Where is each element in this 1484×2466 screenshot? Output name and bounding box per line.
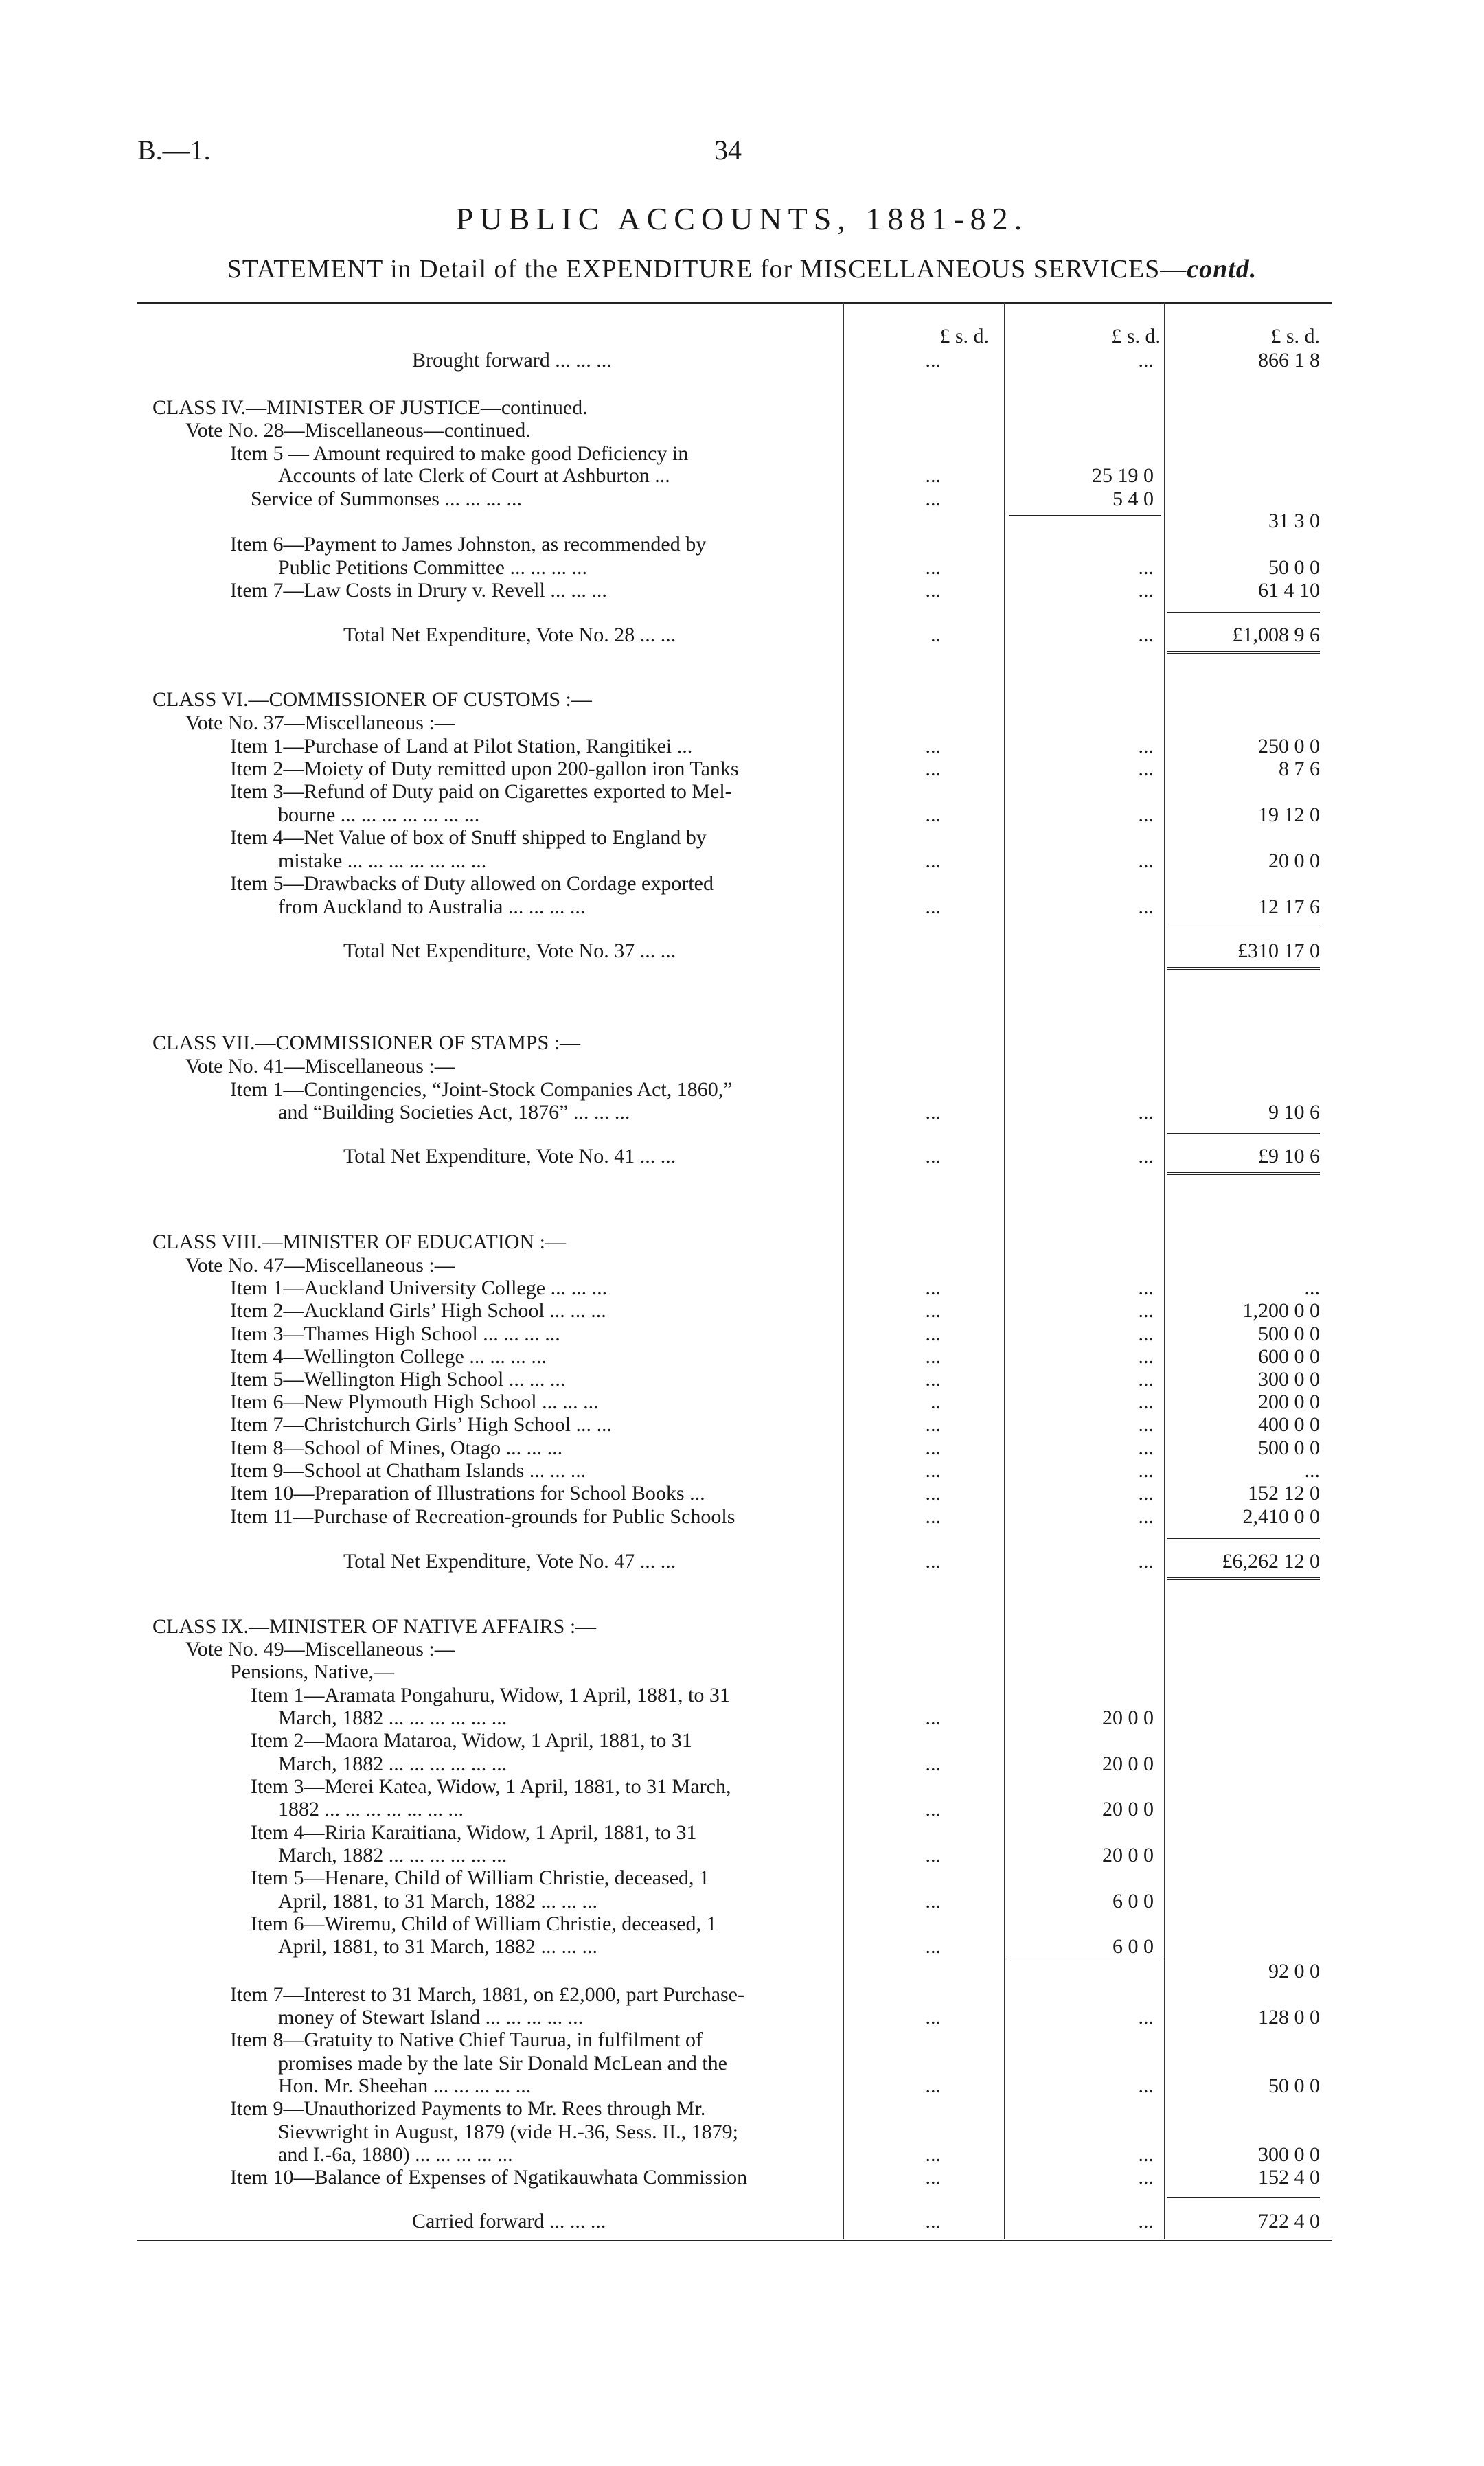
table-row bbox=[0, 1753, 1484, 1776]
table-row bbox=[0, 872, 1484, 895]
row-description: Item 10—Preparation of Illustrations for School Books ... bbox=[230, 1482, 705, 1505]
row-description: CLASS VIII.—MINISTER OF EDUCATION :— bbox=[152, 1231, 566, 1253]
row-description: Item 3—Merei Katea, Widow, 1 April, 1881, to 31 March, bbox=[251, 1775, 731, 1798]
row-description: Item 8—Gratuity to Native Chief Taurua, in fulfilment of bbox=[230, 2029, 703, 2051]
table-row bbox=[0, 1231, 1484, 1254]
row-description: CLASS IX.—MINISTER OF NATIVE AFFAIRS :— bbox=[152, 1615, 597, 1638]
amount-c2: ... bbox=[1138, 624, 1154, 646]
amount-c2: ... bbox=[1138, 1368, 1154, 1391]
amount-c1: ... bbox=[925, 1798, 941, 1820]
rule bbox=[1167, 1133, 1320, 1134]
rule bbox=[1167, 612, 1320, 613]
row-description: Accounts of late Clerk of Court at Ashburton ... bbox=[278, 464, 670, 487]
row-description: CLASS VII.—COMMISSIONER OF STAMPS :— bbox=[152, 1031, 581, 1054]
table-row bbox=[0, 2143, 1484, 2167]
amount-c3: £1,008 9 6 bbox=[1232, 624, 1320, 646]
table-row bbox=[0, 1550, 1484, 1573]
amount-c2: 20 0 0 bbox=[1102, 1844, 1154, 1866]
amount-c1: ... bbox=[925, 2143, 941, 2166]
row-description: Item 6—Wiremu, Child of William Christie, deceased, 1 bbox=[251, 1913, 717, 1935]
amount-c2: ... bbox=[1138, 1323, 1154, 1345]
table-row bbox=[0, 1844, 1484, 1867]
amount-c2: ... bbox=[1138, 1145, 1154, 1167]
amount-c2: ... bbox=[1138, 895, 1154, 918]
row-description: Item 4—Riria Karaitiana, Widow, 1 April, 1881, to 31 bbox=[251, 1821, 697, 1844]
table-row bbox=[0, 2210, 1484, 2233]
column-header-2: £ s. d. bbox=[1111, 325, 1161, 347]
table-row bbox=[0, 533, 1484, 556]
table-row bbox=[0, 2121, 1484, 2144]
amount-c3: 20 0 0 bbox=[1268, 849, 1320, 872]
amount-c1: ... bbox=[925, 1299, 941, 1322]
amount-c2: ... bbox=[1138, 349, 1154, 372]
table-row bbox=[0, 442, 1484, 466]
amount-c3: 9 10 6 bbox=[1268, 1101, 1320, 1123]
table-row bbox=[0, 1413, 1484, 1437]
row-description: Item 4—Net Value of box of Snuff shipped to England by bbox=[230, 826, 707, 849]
rule bbox=[1167, 1538, 1320, 1539]
amount-c2: ... bbox=[1138, 1482, 1154, 1505]
amount-c3: 200 0 0 bbox=[1258, 1391, 1320, 1413]
amount-c2: ... bbox=[1138, 1459, 1154, 1482]
row-description: Item 5 — Amount required to make good Deficiency in bbox=[230, 442, 689, 465]
row-description: Hon. Mr. Sheehan ... ... ... ... ... bbox=[278, 2075, 532, 2097]
row-description: Pensions, Native,— bbox=[230, 1660, 395, 1683]
row-description: Vote No. 47—Miscellaneous :— bbox=[185, 1254, 455, 1277]
row-description: Item 2—Auckland Girls’ High School ... ... ... bbox=[230, 1299, 606, 1322]
amount-c1: ... bbox=[925, 1323, 941, 1345]
row-description: Carried forward ... ... ... bbox=[412, 2210, 606, 2233]
table-row bbox=[0, 1078, 1484, 1101]
amount-c2: 20 0 0 bbox=[1102, 1753, 1154, 1775]
table-row bbox=[0, 1391, 1484, 1414]
amount-c1: ... bbox=[925, 556, 941, 579]
table-row bbox=[0, 2052, 1484, 2075]
table-row bbox=[0, 1615, 1484, 1639]
table-row bbox=[0, 1935, 1484, 1959]
table-row bbox=[0, 464, 1484, 488]
row-description: March, 1882 ... ... ... ... ... ... bbox=[278, 1844, 507, 1866]
row-description: Item 1—Contingencies, “Joint-Stock Companies Act, 1860,” bbox=[230, 1078, 733, 1101]
amount-c1: ... bbox=[925, 1277, 941, 1299]
amount-c3: 152 4 0 bbox=[1258, 2166, 1320, 2189]
row-description: Vote No. 49—Miscellaneous :— bbox=[185, 1638, 455, 1660]
page-title: PUBLIC ACCOUNTS, 1881-82. bbox=[455, 201, 1029, 236]
amount-c3: 1,200 0 0 bbox=[1242, 1299, 1320, 1322]
amount-c1: ... bbox=[925, 1706, 941, 1729]
table-row bbox=[0, 735, 1484, 758]
row-description: Item 7—Interest to 31 March, 1881, on £2,000, part Purchase- bbox=[230, 1983, 744, 2006]
table-row bbox=[0, 1031, 1484, 1055]
row-description: Item 5—Henare, Child of William Christie, deceased, 1 bbox=[251, 1866, 710, 1889]
row-description: mistake ... ... ... ... ... ... ... bbox=[278, 849, 487, 872]
row-description: and “Building Societies Act, 1876” ... ... ... bbox=[278, 1101, 630, 1123]
amount-c2: ... bbox=[1138, 2210, 1154, 2233]
amount-c3: 600 0 0 bbox=[1258, 1345, 1320, 1368]
table-row bbox=[0, 1729, 1484, 1753]
amount-c3: 250 0 0 bbox=[1258, 735, 1320, 757]
amount-c1: ... bbox=[925, 1550, 941, 1573]
amount-c1: .. bbox=[931, 624, 941, 646]
column-header-row bbox=[0, 325, 1484, 348]
amount-c2: ... bbox=[1138, 2143, 1154, 2166]
amount-c1: ... bbox=[925, 464, 941, 487]
amount-c1: ... bbox=[925, 895, 941, 918]
amount-c3: 722 4 0 bbox=[1258, 2210, 1320, 2233]
amount-c2: ... bbox=[1138, 1101, 1154, 1123]
table-row bbox=[0, 1437, 1484, 1460]
amount-c1: ... bbox=[925, 1844, 941, 1866]
amount-c2: ... bbox=[1138, 849, 1154, 872]
table-row bbox=[0, 579, 1484, 602]
row-description: Public Petitions Committee ... ... ... ... bbox=[278, 556, 587, 579]
table-row bbox=[0, 1505, 1484, 1529]
table-row bbox=[0, 826, 1484, 849]
amount-c2: ... bbox=[1138, 803, 1154, 826]
row-description: Item 5—Wellington High School ... ... ... bbox=[230, 1368, 566, 1391]
row-description: Vote No. 41—Miscellaneous :— bbox=[185, 1055, 455, 1077]
table-row bbox=[0, 780, 1484, 803]
row-description: Item 11—Purchase of Recreation-grounds for Public Schools bbox=[230, 1505, 735, 1528]
amount-c3: 12 17 6 bbox=[1258, 895, 1320, 918]
row-description: Item 4—Wellington College ... ... ... ... bbox=[230, 1345, 547, 1368]
amount-c2: ... bbox=[1138, 1437, 1154, 1459]
table-row bbox=[0, 2075, 1484, 2098]
page-number: 34 bbox=[714, 135, 742, 165]
amount-c2: ... bbox=[1138, 1413, 1154, 1436]
amount-c1: ... bbox=[925, 803, 941, 826]
amount-c2: ... bbox=[1138, 2166, 1154, 2189]
row-description: Item 9—Unauthorized Payments to Mr. Rees through Mr. bbox=[230, 2097, 706, 2120]
amount-c1: ... bbox=[925, 1505, 941, 1528]
amount-c3: £9 10 6 bbox=[1258, 1145, 1320, 1167]
double-rule bbox=[1167, 967, 1320, 971]
table-row bbox=[0, 688, 1484, 711]
amount-c2: ... bbox=[1138, 556, 1154, 579]
table-row bbox=[0, 624, 1484, 647]
row-description: money of Stewart Island ... ... ... ... ... bbox=[278, 2006, 584, 2029]
amount-c3: 50 0 0 bbox=[1268, 556, 1320, 579]
table-row bbox=[0, 1660, 1484, 1684]
table-row bbox=[0, 1145, 1484, 1168]
row-description: Service of Summonses ... ... ... ... bbox=[251, 488, 522, 510]
row-description: bourne ... ... ... ... ... ... ... bbox=[278, 803, 480, 826]
amount-c1: ... bbox=[925, 1459, 941, 1482]
amount-c2: 20 0 0 bbox=[1102, 1798, 1154, 1820]
table-row bbox=[0, 803, 1484, 827]
amount-c3: 500 0 0 bbox=[1258, 1323, 1320, 1345]
row-description: Vote No. 28—Miscellaneous—continued. bbox=[185, 419, 531, 442]
table-row bbox=[0, 757, 1484, 781]
table-row bbox=[0, 1368, 1484, 1391]
amount-c2: ... bbox=[1138, 2006, 1154, 2029]
table-row bbox=[0, 1482, 1484, 1505]
amount-c2: ... bbox=[1138, 579, 1154, 602]
row-description: April, 1881, to 31 March, 1882 ... ... ... bbox=[278, 1935, 597, 1958]
row-description: Total Net Expenditure, Vote No. 28 ... ... bbox=[343, 624, 676, 646]
subtitle-main: STATEMENT in Detail of the EXPENDITURE for MISCELLANEOUS SERVICES— bbox=[227, 255, 1187, 284]
amount-c2: ... bbox=[1138, 1550, 1154, 1573]
amount-c3: ... bbox=[1304, 1459, 1320, 1482]
document-reference: B.—1. bbox=[137, 135, 211, 165]
table-row bbox=[0, 1983, 1484, 2007]
row-description: Item 3—Refund of Duty paid on Cigarettes exported to Mel- bbox=[230, 780, 732, 803]
table-row bbox=[0, 1960, 1484, 1983]
amount-c1: ... bbox=[925, 579, 941, 602]
table-row bbox=[0, 1890, 1484, 1913]
row-description: CLASS IV.—MINISTER OF JUSTICE—continued. bbox=[152, 396, 588, 419]
amount-c1: ... bbox=[925, 1145, 941, 1167]
amount-c1: ... bbox=[925, 1101, 941, 1123]
amount-c2: 5 4 0 bbox=[1112, 488, 1154, 510]
row-description: Sievwright in August, 1879 (vide H.-36, Sess. II., 1879; bbox=[278, 2121, 738, 2143]
amount-c3: 500 0 0 bbox=[1258, 1437, 1320, 1459]
amount-c2: ... bbox=[1138, 757, 1154, 780]
table-row bbox=[0, 2166, 1484, 2189]
amount-c1: ... bbox=[925, 1890, 941, 1913]
row-description: promises made by the late Sir Donald McLean and the bbox=[278, 2052, 727, 2075]
table-row bbox=[0, 1323, 1484, 1346]
amount-c3: 31 3 0 bbox=[1268, 510, 1320, 532]
amount-c2: 6 0 0 bbox=[1112, 1890, 1154, 1913]
amount-c1: ... bbox=[925, 1935, 941, 1958]
row-description: Item 6—New Plymouth High School ... ... ... bbox=[230, 1391, 599, 1413]
amount-c2: ... bbox=[1138, 735, 1154, 757]
row-description: Item 1—Auckland University College ... ... ... bbox=[230, 1277, 608, 1299]
row-description: from Auckland to Australia ... ... ... ... bbox=[278, 895, 586, 918]
row-description: Item 2—Moiety of Duty remitted upon 200-gallon iron Tanks bbox=[230, 757, 739, 780]
page-subtitle bbox=[0, 254, 1484, 284]
table-row bbox=[0, 2006, 1484, 2029]
table-row bbox=[0, 1821, 1484, 1845]
table-row bbox=[0, 1277, 1484, 1300]
table-row bbox=[0, 939, 1484, 963]
amount-c1: ... bbox=[925, 2075, 941, 2097]
amount-c3: 300 0 0 bbox=[1258, 1368, 1320, 1391]
table-row bbox=[0, 711, 1484, 735]
amount-c1: ... bbox=[925, 2166, 941, 2189]
row-description: Vote No. 37—Miscellaneous :— bbox=[185, 711, 455, 734]
row-description: Total Net Expenditure, Vote No. 41 ... ... bbox=[343, 1145, 676, 1167]
column-header-3: £ s. d. bbox=[1270, 325, 1320, 347]
double-rule bbox=[1167, 1172, 1320, 1176]
table-row bbox=[0, 2097, 1484, 2121]
table-row bbox=[0, 1055, 1484, 1078]
row-description: Item 1—Aramata Pongahuru, Widow, 1 April, 1881, to 31 bbox=[251, 1684, 730, 1706]
amount-c2: 20 0 0 bbox=[1102, 1706, 1154, 1729]
row-description: Item 6—Payment to James Johnston, as recommended by bbox=[230, 533, 707, 556]
table-row bbox=[0, 1706, 1484, 1730]
amount-c3: 50 0 0 bbox=[1268, 2075, 1320, 2097]
amount-c3: ... bbox=[1304, 1277, 1320, 1299]
row-description: Item 8—School of Mines, Otago ... ... ... bbox=[230, 1437, 563, 1459]
double-rule bbox=[1167, 1577, 1320, 1582]
row-description: Item 10—Balance of Expenses of Ngatikauwhata Commission bbox=[230, 2166, 748, 2189]
table-row bbox=[0, 1798, 1484, 1821]
row-description: March, 1882 ... ... ... ... ... ... bbox=[278, 1706, 507, 1729]
amount-c3: 152 12 0 bbox=[1248, 1482, 1320, 1505]
table-row bbox=[0, 488, 1484, 511]
table-row bbox=[0, 556, 1484, 580]
amount-c2: ... bbox=[1138, 1391, 1154, 1413]
table-row bbox=[0, 895, 1484, 919]
table-row bbox=[0, 1345, 1484, 1369]
table-row bbox=[0, 510, 1484, 533]
amount-c3: 8 7 6 bbox=[1279, 757, 1320, 780]
amount-c2: ... bbox=[1138, 1505, 1154, 1528]
table-row bbox=[0, 396, 1484, 420]
amount-c2: ... bbox=[1138, 1345, 1154, 1368]
row-description: Total Net Expenditure, Vote No. 37 ... ... bbox=[343, 939, 676, 962]
row-description: Item 3—Thames High School ... ... ... ... bbox=[230, 1323, 560, 1345]
column-header-1: £ s. d. bbox=[939, 325, 989, 347]
amount-c3: 866 1 8 bbox=[1258, 349, 1320, 372]
amount-c1: ... bbox=[925, 1753, 941, 1775]
table-row bbox=[0, 1775, 1484, 1799]
rule bbox=[1009, 515, 1161, 516]
row-description: Item 1—Purchase of Land at Pilot Station, Rangitikei ... bbox=[230, 735, 693, 757]
amount-c3: 2,410 0 0 bbox=[1242, 1505, 1320, 1528]
amount-c1: ... bbox=[925, 2006, 941, 2029]
amount-c3: 61 4 10 bbox=[1258, 579, 1320, 602]
amount-c1: ... bbox=[925, 1345, 941, 1368]
amount-c1: ... bbox=[925, 488, 941, 510]
row-description: Item 7—Christchurch Girls’ High School ... ... bbox=[230, 1413, 613, 1436]
amount-c2: 25 19 0 bbox=[1092, 464, 1154, 487]
subtitle-contd: contd. bbox=[1187, 255, 1257, 284]
row-description: Item 9—School at Chatham Islands ... ... ... bbox=[230, 1459, 586, 1482]
table-row bbox=[0, 1101, 1484, 1124]
amount-c3: 92 0 0 bbox=[1268, 1960, 1320, 1983]
amount-c1: ... bbox=[925, 735, 941, 757]
amount-c1: .. bbox=[931, 1391, 941, 1413]
row-description: Brought forward ... ... ... bbox=[412, 349, 612, 372]
table-row bbox=[0, 1254, 1484, 1277]
amount-c1: ... bbox=[925, 1437, 941, 1459]
table-row bbox=[0, 1684, 1484, 1707]
amount-c3: £6,262 12 0 bbox=[1222, 1550, 1320, 1573]
amount-c3: £310 17 0 bbox=[1237, 939, 1320, 962]
amount-c3: 300 0 0 bbox=[1258, 2143, 1320, 2166]
table-row bbox=[0, 2029, 1484, 2052]
row-description: Item 2—Maora Mataroa, Widow, 1 April, 1881, to 31 bbox=[251, 1729, 692, 1752]
table-row bbox=[0, 1913, 1484, 1936]
row-description: 1882 ... ... ... ... ... ... ... bbox=[278, 1798, 464, 1820]
amount-c1: ... bbox=[925, 849, 941, 872]
amount-c1: ... bbox=[925, 1413, 941, 1436]
amount-c3: 128 0 0 bbox=[1258, 2006, 1320, 2029]
table-row bbox=[0, 419, 1484, 442]
double-rule bbox=[1167, 651, 1320, 655]
amount-c2: 6 0 0 bbox=[1112, 1935, 1154, 1958]
row-description: April, 1881, to 31 March, 1882 ... ... ... bbox=[278, 1890, 597, 1913]
table-row bbox=[0, 1638, 1484, 1661]
amount-c3: 19 12 0 bbox=[1258, 803, 1320, 826]
amount-c1: ... bbox=[925, 349, 941, 372]
amount-c2: ... bbox=[1138, 1277, 1154, 1299]
amount-c1: ... bbox=[925, 1368, 941, 1391]
amount-c1: ... bbox=[925, 1482, 941, 1505]
table-row bbox=[0, 849, 1484, 873]
row-description: Total Net Expenditure, Vote No. 47 ... ... bbox=[343, 1550, 676, 1573]
amount-c1: ... bbox=[925, 757, 941, 780]
table-row bbox=[0, 349, 1484, 372]
row-description: Item 7—Law Costs in Drury v. Revell ... ... ... bbox=[230, 579, 607, 602]
amount-c3: 400 0 0 bbox=[1258, 1413, 1320, 1436]
row-description: March, 1882 ... ... ... ... ... ... bbox=[278, 1753, 507, 1775]
row-description: and I.-6a, 1880) ... ... ... ... ... bbox=[278, 2143, 513, 2166]
row-description: CLASS VI.—COMMISSIONER OF CUSTOMS :— bbox=[152, 688, 592, 711]
rule bbox=[1167, 2197, 1320, 2198]
table-row bbox=[0, 1299, 1484, 1323]
table-row bbox=[0, 1866, 1484, 1890]
row-description: Item 5—Drawbacks of Duty allowed on Cordage exported bbox=[230, 872, 714, 895]
amount-c1: ... bbox=[925, 2210, 941, 2233]
amount-c2: ... bbox=[1138, 1299, 1154, 1322]
table-row bbox=[0, 1459, 1484, 1483]
amount-c2: ... bbox=[1138, 2075, 1154, 2097]
